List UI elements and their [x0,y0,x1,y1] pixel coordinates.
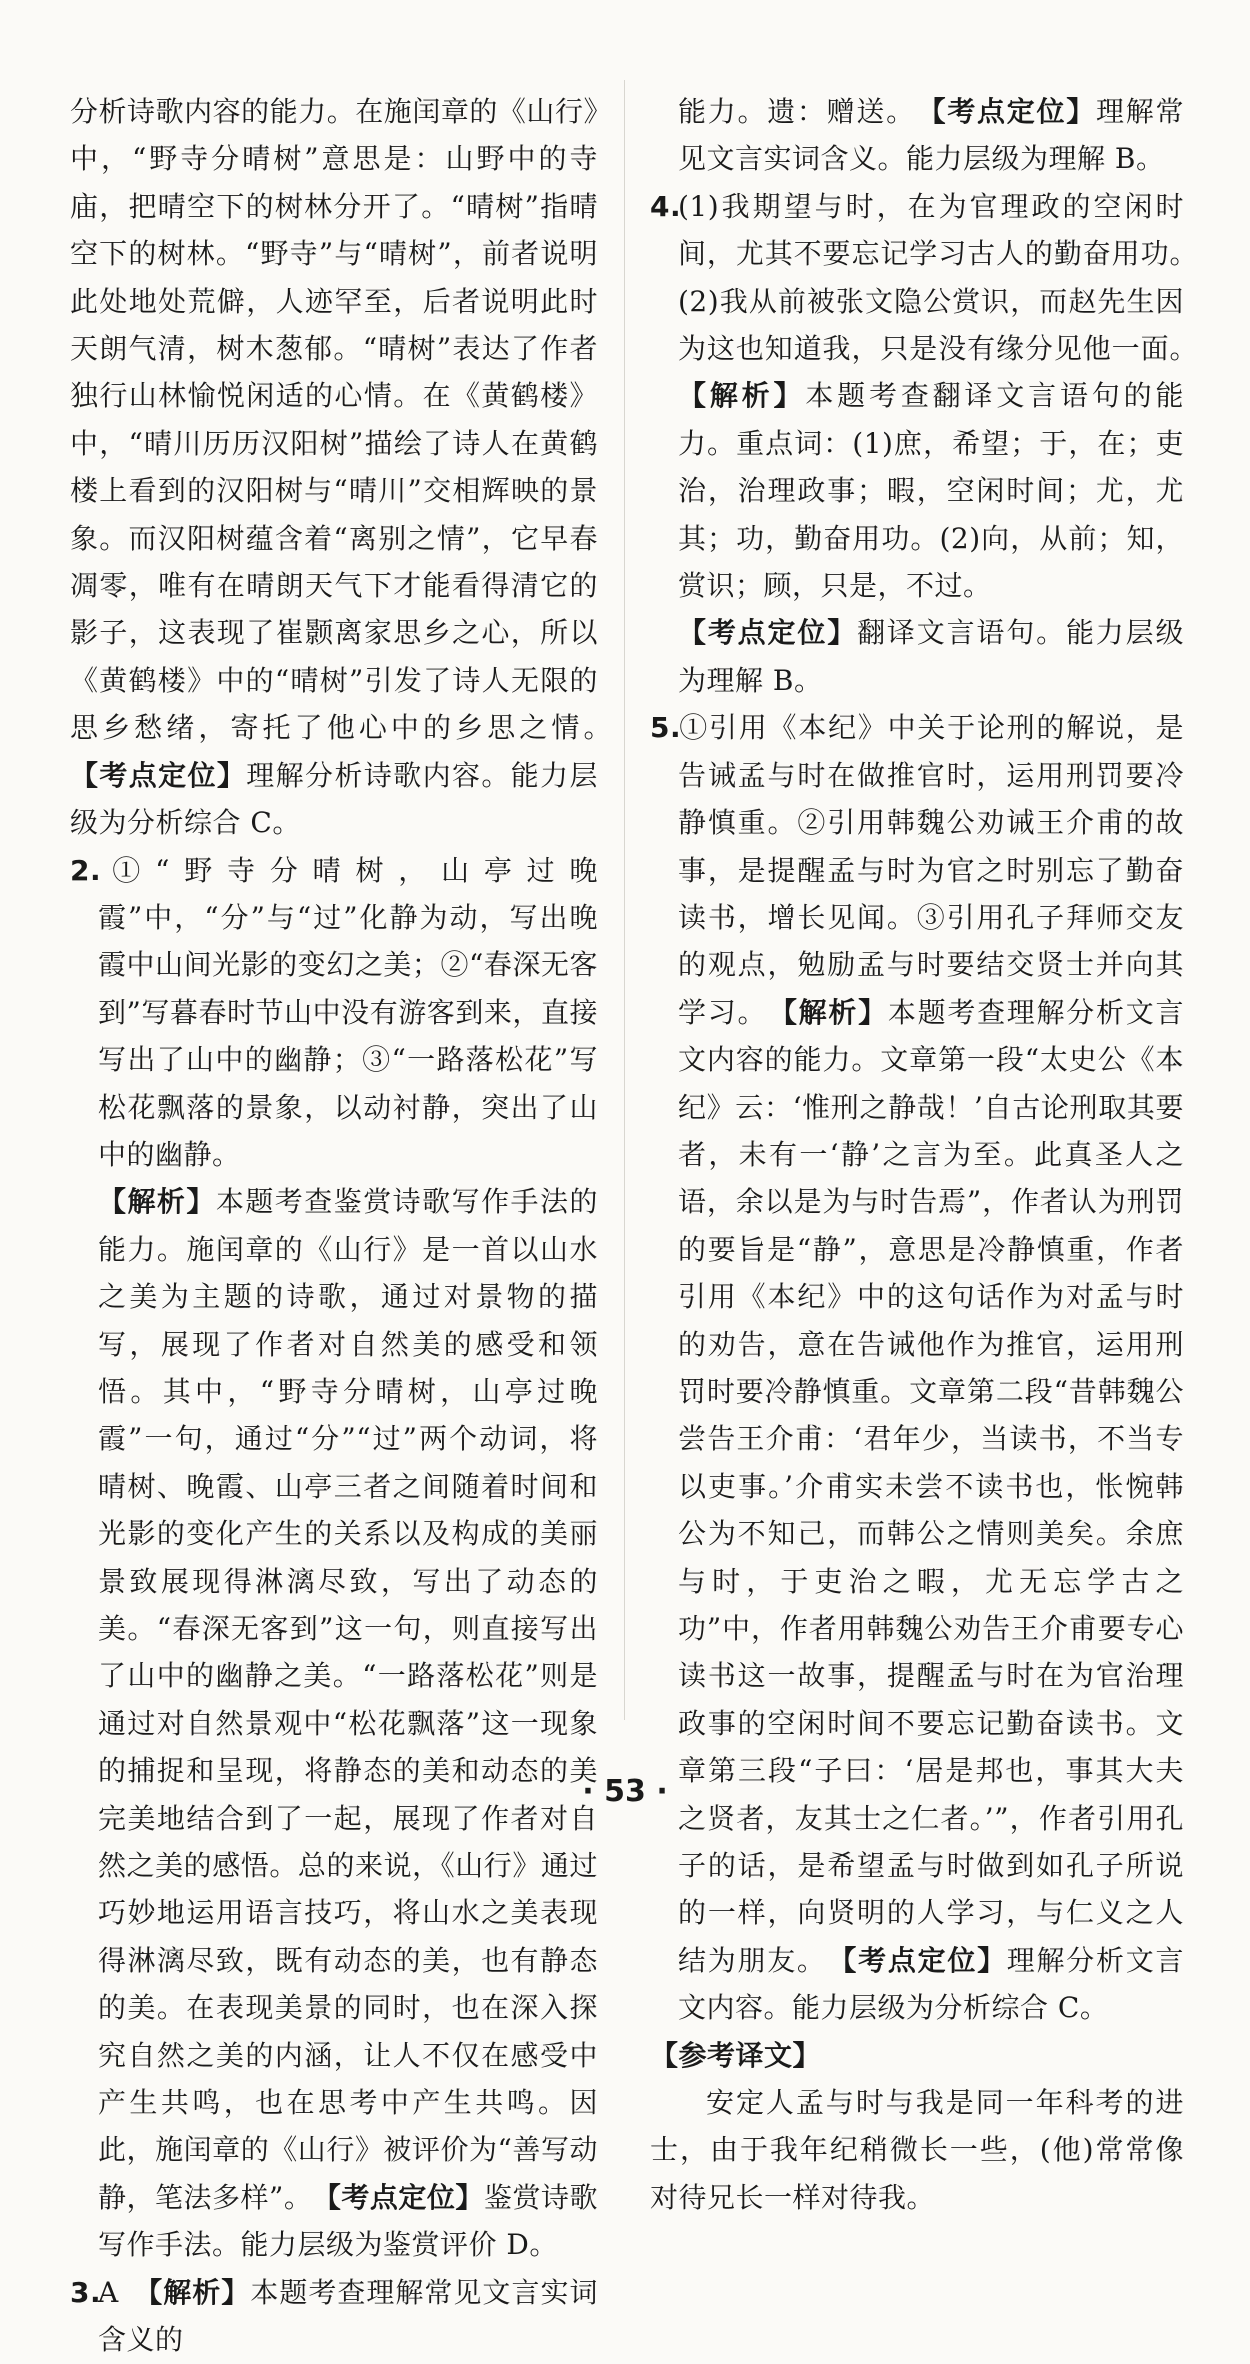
question-5-answer: 5.①引用《本纪》中关于论刑的解说，是告诫孟与时在做推官时，运用刑罚要冷静慎重。②引用韩魏公劝诫王介甫的故事，是提醒孟与时为官之时别忘了勤奋读书，增长见闻。③引用孔子拜师交友的观点，勉励孟与时要结交贤士并向其学习。 【解析】本题考查理解分析文言文内容的能力。文章第一段“太史公《本纪》云：‘惟刑之静哉！’自古论刑取其要者，未有一‘静’之言为至。此真圣人之语，余以是为与时告焉”，作者认为刑罚的要旨是“静”，意思是冷静慎重，作者引用《本纪》中的这句话作为对孟与时的劝告，意在告诫他作为推官，运用刑罚时要冷静慎重。文章第二段“昔韩魏公尝告王介甫：‘君年少，当读书，不当专以吏事。’介甫实未尝不读书也，怅惋韩公为不知己，而韩公之情则美矣。余庶与时，于吏治之暇，尤无忘学古之功”中，作者用韩魏公劝告王介甫要专心读书这一故事，提醒孟与时在为官治理政事的空闲时间不要忘记勤奋读书。文章第三段“子曰：‘居是邦也，事其大夫之贤者，友其士之仁者。’”，作者引用孔子的话，是希望孟与时做到如孔子所说的一样，向贤明的人学习，与仁义之人结为朋友。 【考点定位】理解分析文言文内容。能力层级为分析综合 C。 [650,704,1184,2031]
right-column [650,88,1213,2221]
answer-paragraph-1: 分析诗歌内容的能力。在施闰章的《山行》中，“野寺分晴树”意思是：山野中的寺庙，把晴空下的树林分开了。“晴树”指晴空下的树林。“野寺”与“晴树”，前者说明此处地处荒僻，人迹罕至，后者说明此时天朗气清，树木葱郁。“晴树”表达了作者独行山林愉悦闲适的心情。在《黄鹤楼》中，“晴川历历汉阳树”描绘了诗人在黄鹤楼上看到的汉阳树与“晴川”交相辉映的景象。而汉阳树蕴含着“离别之情”，它早春凋零，唯有在晴朗天气下才能看得清它的影子，这表现了崔颢离家思乡之心，所以《黄鹤楼》中的“晴树”引发了诗人无限的思乡愁绪，寄托了他心中的乡思之情。 【考点定位】理解分析诗歌内容。能力层级为分析综合 C。 [70,95,598,840]
question-number: 3. [70,2275,102,2309]
question-3-answer: 3.A 【解析】本题考查理解常见文言实词含义的 [70,2269,598,2364]
jiexi-tag: 【解析】 [678,379,806,413]
question-4-kaodian: 【考点定位】翻译文言语句。能力层级为理解 B。 [678,616,1184,697]
kaodian-tag: 【考点定位】 [70,758,247,792]
question-number: 2. [70,853,102,887]
kaodian-tag: 【考点定位】 [326,2180,484,2214]
question-2-analysis: 【解析】本题考查鉴赏诗歌写作手法的能力。施闰章的《山行》是一首以山水之美为主题的诗歌，通过对景物的描写，展现了作者对自然美的感受和领悟。其中，“野寺分晴树，山亭过晚霞”一句，通过“分”“过”两个动词，将晴树、晚霞、山亭三者之间随着时间和光影的变化产生的关系以及构成的美丽景致展现得淋漓尽致，写出了动态的美。“春深无客到”这一句，则直接写出了山中的幽静之美。“一路落松花”则是通过对自然景观中“松花飘落”这一现象的捕捉和呈现，将静态的美和动态的美完美地结合到了一起，展现了作者对自然之美的感悟。总的来说，《山行》通过巧妙地运用语言技巧，将山水之美表现得淋漓尽致，既有动态的美，也有静态的美。在表现美景的同时，也在深入探究自然之美的内涵，让人不仅在感受中产生共鸣，也在思考中产生共鸣。因此，施闰章的《山行》被评价为“善写动静，笔法多样”。 【考点定位】鉴赏诗歌写作手法。能力层级为鉴赏评价 D。 [98,1185,598,2262]
kaodian-tag: 【考点定位】 [842,1943,1007,1977]
question-2-answer: 2.①“野寺分晴树，山亭过晚霞”中，“分”与“过”化静为动，写出晚霞中山间光影的变幻之美；②“春深无客到”写暮春时节山中没有游客到来，直接写出了山中的幽静；③“一路落松花”写松花飘落的景象，以动衬静，突出了山中的幽静。 [70,847,598,1179]
jiexi-tag: 【解析】 [782,995,888,1029]
reference-translation-text: 安定人孟与时与我是同一年科考的进士，由于我年纪稍微长一些，(他)常常像对待兄长一样对待我。 [650,2086,1184,2214]
question-number: 4. [650,189,682,223]
jiexi-tag: 【解析】 [98,1185,216,1219]
column-divider [624,80,625,1720]
kaodian-tag: 【考点定位】 [931,95,1096,128]
kaodian-tag: 【考点定位】 [678,616,858,650]
question-4-answer: 4.(1)我期望与时，在为官理政的空闲时间，尤其不要忘记学习古人的勤奋用功。 (2)我从前被张文隐公赏识，而赵先生因为这也知道我，只是没有缘分见他一面。 【解析】本题考查翻译文言语句的能力。重点词：(1)庶，希望；于，在；吏治，治理政事；暇，空闲时间；尤，尤其；功，勤奋用功。(2)向，从前；知，赏识；顾，只是，不过。 [650,183,1184,610]
left-column [70,88,598,2364]
question-number: 5. [650,711,682,745]
reference-translation-heading: 【参考译文】 [650,2038,822,2072]
page-number: · 53 · [582,1774,668,1809]
question-3-continued: 能力。遗：赠送。 【考点定位】理解常见文言实词含义。能力层级为理解 B。 [678,95,1184,176]
jiexi-tag: 【解析】 [148,2275,251,2309]
